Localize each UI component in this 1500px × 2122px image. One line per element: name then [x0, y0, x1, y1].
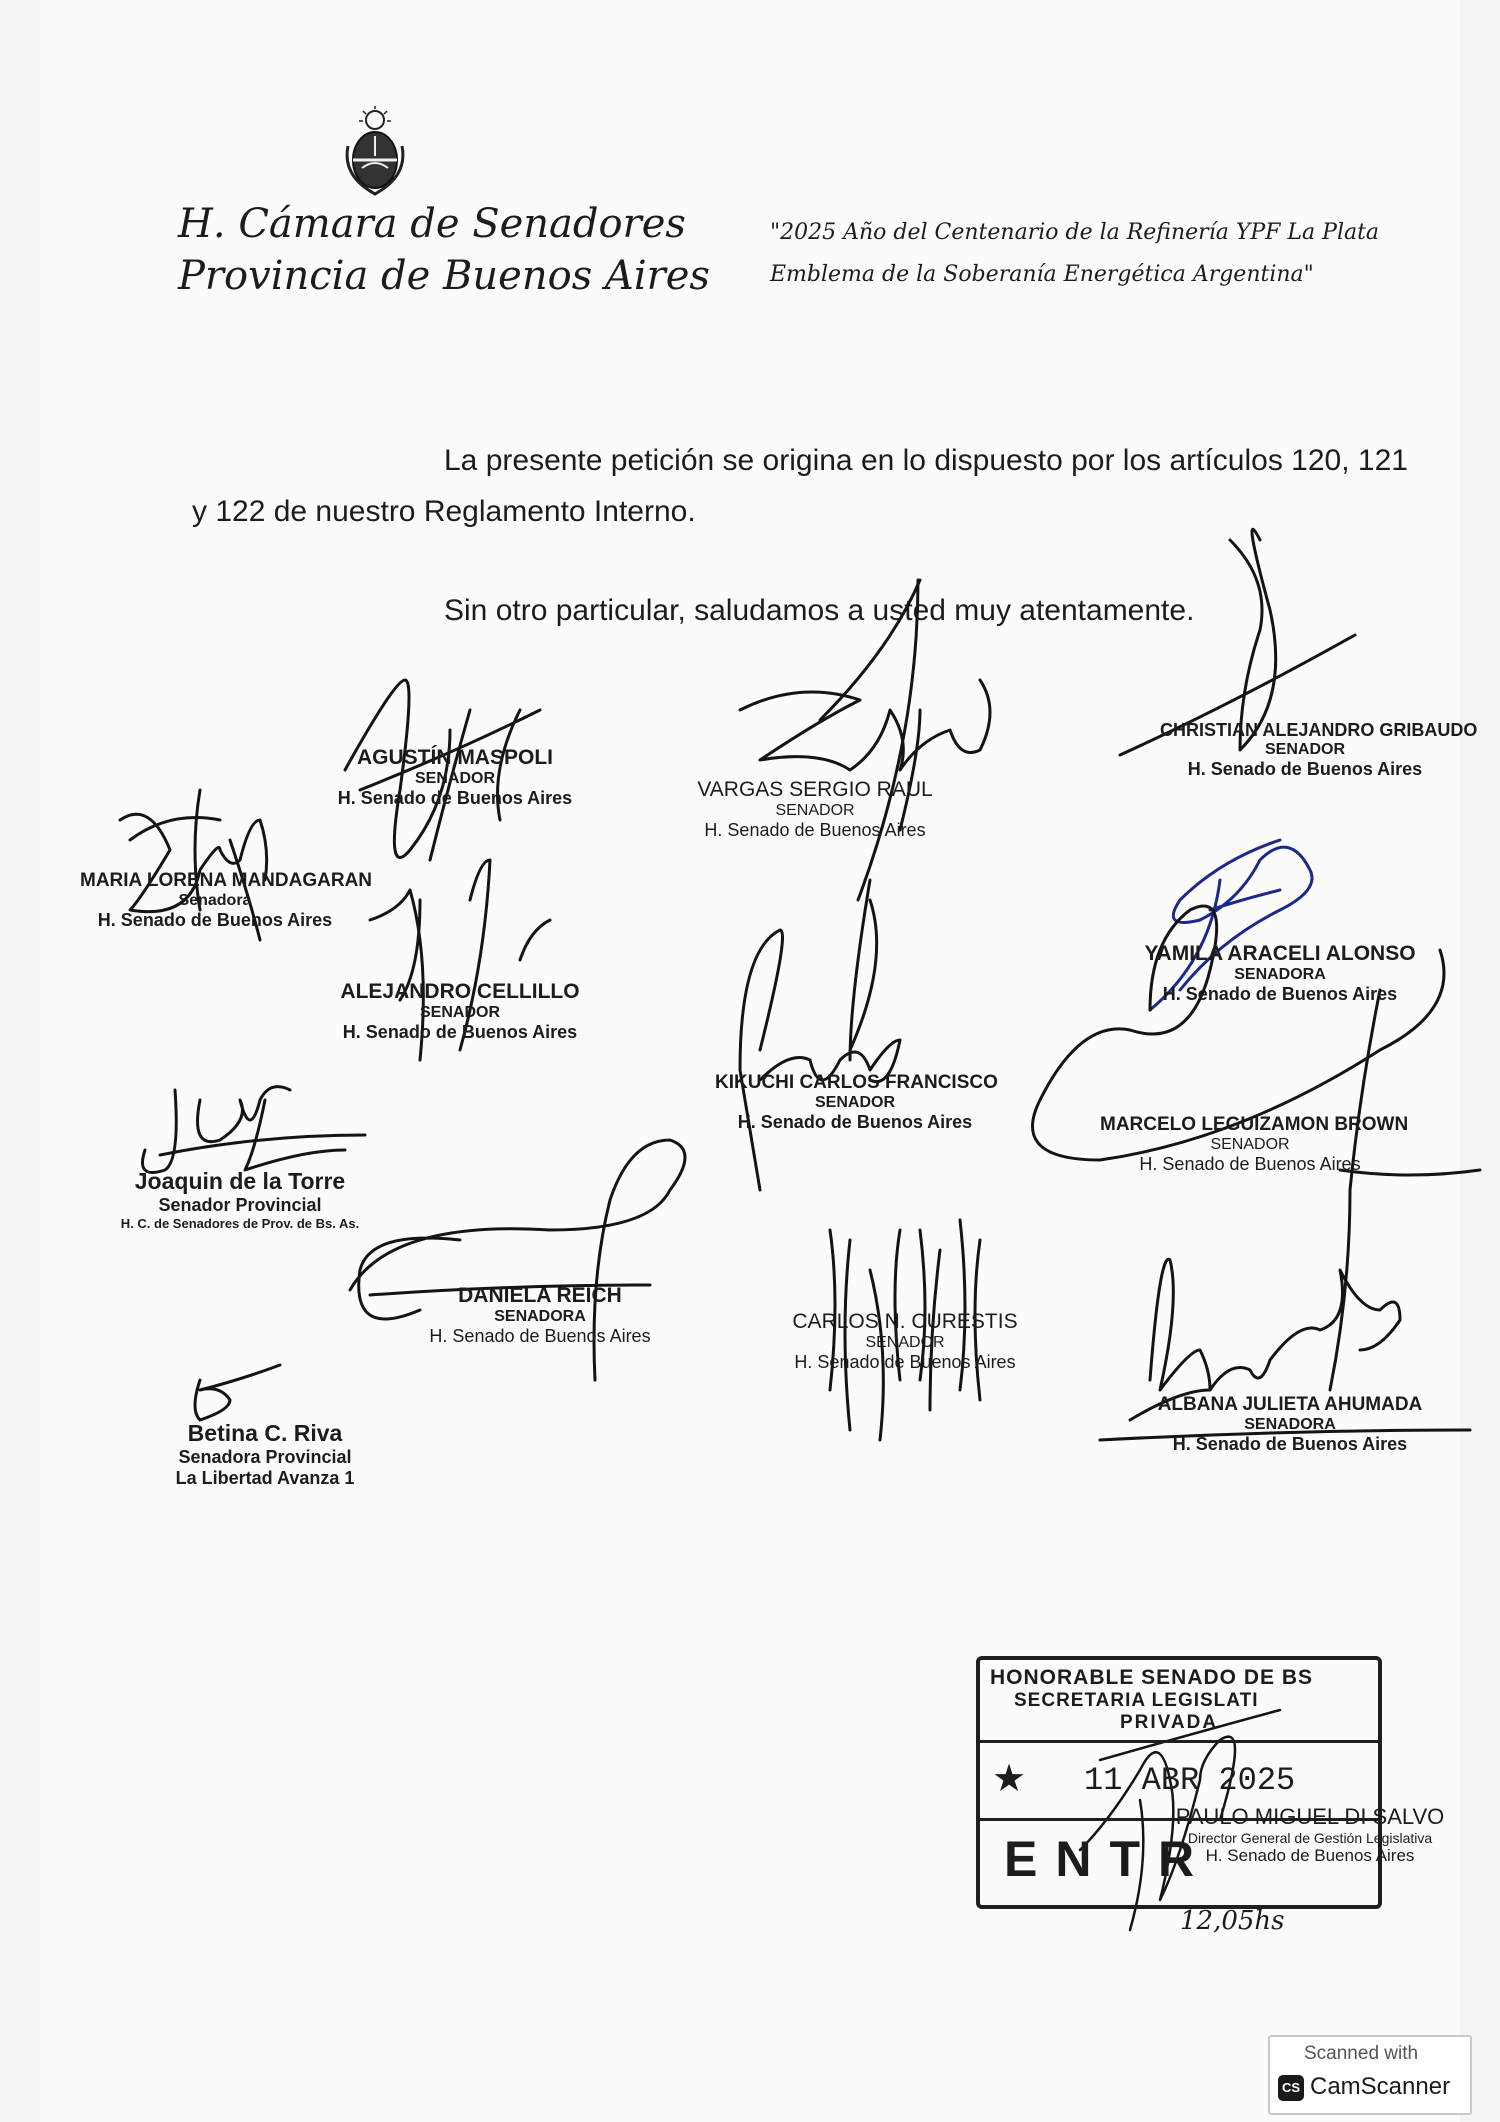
official-title: Director General de Gestión Legislativa [1187, 1830, 1433, 1846]
watermark-brand: CamScanner [1310, 2073, 1451, 2100]
signatory-block-cellillo [325, 980, 595, 1043]
official-name: PAULO MIGUEL DI SALVO [1175, 1804, 1445, 1829]
signatory-role: SENADOR [419, 1004, 500, 1021]
signatory-block-vargas [680, 778, 950, 841]
watermark-caption: Scanned with [1304, 2043, 1419, 2064]
signatory-block-leguizamon [1100, 1114, 1409, 1175]
signatory-block-ahumada [1150, 1394, 1430, 1455]
signatory-block-curestis [780, 1310, 1030, 1373]
signatory-house: H. Senado de Buenos Aires [429, 1326, 651, 1346]
camscanner-logo-icon: CS [1278, 2075, 1304, 2101]
signatory-role: SENADOR [865, 1334, 945, 1351]
letterhead-motto [770, 212, 1379, 296]
signatory-house: H. Senado de Buenos Aires [337, 788, 573, 808]
signatory-house: H. Senado de Buenos Aires [704, 820, 926, 840]
signatory-name: MARIA LORENA MANDAGARAN [80, 870, 373, 891]
signatory-house: La Libertad Avanza 1 [175, 1468, 355, 1488]
signatory-role: Senador Provincial [158, 1195, 322, 1215]
province-name: Provincia de Buenos Aires [178, 253, 710, 299]
signatory-name: ALEJANDRO CELLILLO [340, 980, 580, 1003]
signatory-house: H. Senado de Buenos Aires [1172, 1434, 1408, 1454]
signatory-name: AGUSTÍN MASPOLI [356, 746, 553, 769]
motto-line-1: "2025 Año del Centenario de la Refinería YPF La Plata [770, 220, 1380, 245]
signatory-block-maspoli [320, 746, 590, 809]
signatory-block-mandagaran [80, 870, 373, 931]
coat-of-arms-emblem [340, 106, 410, 198]
stamp-entry: ENTR [1004, 1831, 1213, 1887]
official-house: H. Senado de Buenos Aires [1205, 1846, 1415, 1865]
stamp-line-2: SECRETARIA LEGISLATI [1014, 1690, 1259, 1711]
closing-line: Sin otro particular, saludamos a usted muy atentamente. [444, 594, 1195, 627]
stamp-line-3: PRIVADA [1120, 1712, 1219, 1733]
signatory-house: H. Senado de Buenos Aires [1162, 984, 1398, 1004]
signatory-role: SENADORA [494, 1308, 586, 1325]
paragraph-line-1: La presente petición se origina en lo dispuesto por los artículos 120, 121 [444, 444, 1408, 477]
signatory-house: H. Senado de Buenos Aires [342, 1022, 578, 1042]
signatory-house: H. Senado de Buenos Aires [737, 1112, 973, 1132]
signatory-name: KIKUCHI CARLOS FRANCISCO [715, 1072, 998, 1093]
handwritten-time: 12,05hs [1180, 1906, 1285, 1936]
signatory-role: SENADOR [775, 802, 855, 819]
signatory-name: Joaquin de la Torre [134, 1168, 346, 1194]
signatory-house: H. Senado de Buenos Aires [1139, 1154, 1361, 1174]
stamp-star-icon: ★ [992, 1758, 1027, 1800]
camscanner-watermark [1268, 2035, 1472, 2115]
signatory-house: H. C. de Senadores de Prov. de Bs. As. [120, 1216, 360, 1231]
signatory-name: DANIELA REICH [458, 1284, 622, 1307]
signatory-block-de-la-torre [105, 1168, 375, 1231]
signatory-house: H. Senado de Buenos Aires [97, 910, 333, 930]
stamp-divider-1 [980, 1740, 1378, 1743]
signatory-block-gribaudo [1160, 720, 1478, 780]
signatory-name: YAMILA ARACELI ALONSO [1144, 942, 1416, 965]
signatory-block-reich [420, 1284, 660, 1347]
signatory-role: SENADOR [414, 770, 495, 787]
signatory-role: SENADOR [814, 1094, 895, 1111]
signatory-name: ALBANA JULIETA AHUMADA [1157, 1394, 1423, 1415]
signatory-role: Senadora [178, 892, 252, 909]
signatory-role: SENADORA [1234, 966, 1326, 983]
reception-stamp [976, 1656, 1382, 1909]
signatory-block-kikuchi [715, 1072, 998, 1133]
signatory-name: MARCELO LEGUIZAMON BROWN [1100, 1114, 1409, 1135]
signatory-role: SENADOR [1264, 741, 1345, 758]
stamp-date: 11 ABR 2025 [1084, 1762, 1296, 1799]
signatory-block-alonso [1140, 942, 1420, 1005]
official-block [1170, 1804, 1450, 1866]
paragraph-line-2: y 122 de nuestro Reglamento Interno. [192, 495, 696, 528]
signatory-name: CHRISTIAN ALEJANDRO GRIBAUDO [1160, 720, 1478, 740]
motto-line-2: Emblema de la Soberanía Energética Argentina" [770, 262, 1314, 287]
signatory-role: SENADORA [1244, 1416, 1336, 1433]
signatory-house: H. Senado de Buenos Aires [1187, 759, 1423, 779]
signatory-role: SENADOR [1210, 1136, 1290, 1153]
signatory-house: H. Senado de Buenos Aires [794, 1352, 1016, 1372]
signatory-block-riva [130, 1420, 400, 1489]
signatory-role: Senadora Provincial [178, 1447, 352, 1467]
signatory-name: CARLOS N. CURESTIS [792, 1310, 1018, 1333]
letterhead-chamber [178, 198, 710, 302]
chamber-name: H. Cámara de Senadores [178, 201, 686, 247]
stamp-line-1: HONORABLE SENADO DE BS [990, 1666, 1314, 1689]
signatory-name: Betina C. Riva [187, 1420, 343, 1446]
signatory-name: VARGAS SERGIO RAUL [697, 778, 933, 801]
